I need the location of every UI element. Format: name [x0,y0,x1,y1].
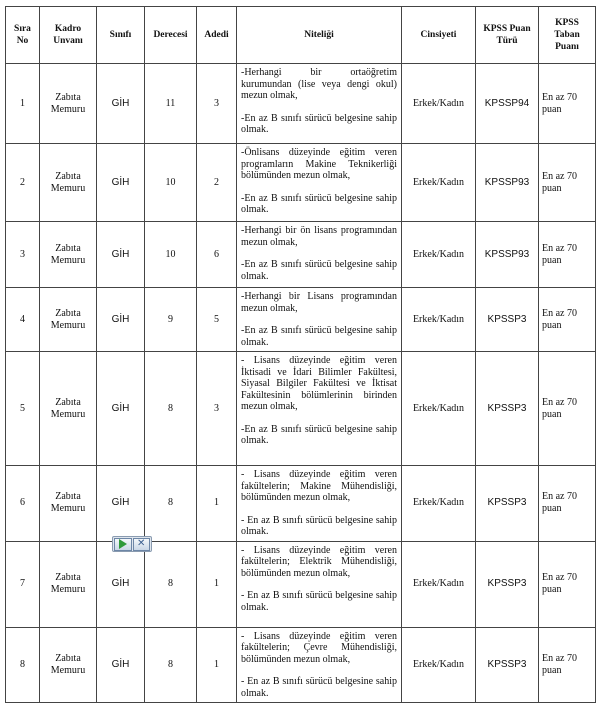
cell-cinsiyeti: Erkek/Kadın [402,222,476,288]
cell-adedi: 1 [197,541,237,627]
cell-niteligi [237,541,402,627]
nitelik-license: - En az B sınıfı sürücü belgesine sahip olmak. [241,676,397,699]
paragraph-gap [241,314,397,325]
cell-cinsiyeti: Erkek/Kadın [402,466,476,542]
cell-sinifi: GİH [97,64,145,144]
positions-table [5,6,596,703]
cell-derecesi: 8 [145,466,197,542]
cell-kadro-unvani: Zabıta Memuru [40,144,97,222]
col-header-adedi: Adedi [197,7,237,64]
paragraph-gap [241,413,397,424]
cell-puan-turu: KPSSP3 [476,466,539,542]
nitelik-license: -En az B sınıfı sürücü belgesine sahip olmak. [241,325,397,348]
cell-puan-turu: KPSSP93 [476,222,539,288]
paragraph-gap [241,102,397,113]
cell-kadro-unvani: Zabıta Memuru [40,288,97,352]
table-row [6,627,596,703]
cell-derecesi: 10 [145,222,197,288]
col-header-puan-turu: KPSS Puan Türü [476,7,539,64]
cell-cinsiyeti: Erkek/Kadın [402,352,476,466]
cell-derecesi: 11 [145,64,197,144]
table-row [6,466,596,542]
cell-sinifi: GİH [97,222,145,288]
cell-adedi: 6 [197,222,237,288]
paragraph-gap [241,665,397,676]
table-row [6,352,596,466]
nitelik-license: -En az B sınıfı sürücü belgesine sahip olmak. [241,423,397,446]
paragraph-gap [241,579,397,590]
cell-sinifi: GİH [97,288,145,352]
nitelik-education: - Lisans düzeyinde eğitim veren İktisadi ve İdari Bilimler Fakültesi, Siyasal Bilgiler Fakültesi ve İktisat Fakültesinin bölümlerinin birinden mezun olmak, [241,355,397,412]
paragraph-gap [241,182,397,193]
media-overlay-toolbar[interactable] [112,536,152,552]
cell-niteligi [237,144,402,222]
cell-cinsiyeti: Erkek/Kadın [402,64,476,144]
cell-cinsiyeti: Erkek/Kadın [402,627,476,703]
cell-sinifi: GİH [97,541,145,627]
cell-row-number: 2 [6,144,40,222]
cell-puan-turu: KPSSP3 [476,541,539,627]
cell-sinifi: GİH [97,352,145,466]
cell-row-number: 8 [6,627,40,703]
cell-kadro-unvani: Zabıta Memuru [40,466,97,542]
cell-row-number: 4 [6,288,40,352]
col-header-cinsiyeti: Cinsiyeti [402,7,476,64]
cell-puan-turu: KPSSP3 [476,627,539,703]
table-row [6,64,596,144]
cell-puan-turu: KPSSP3 [476,288,539,352]
nitelik-education: -Önlisans düzeyinde eğitim veren programların Makine Teknikerliği bölümünden mezun olmak, [241,147,397,181]
nitelik-education: -Herhangi bir Lisans programından mezun olmak, [241,291,397,314]
nitelik-education: - Lisans düzeyinde eğitim veren fakültelerin; Makine Mühendisliği, bölümünden mezun olmak, [241,469,397,503]
cell-cinsiyeti: Erkek/Kadın [402,288,476,352]
cell-sinifi: GİH [97,627,145,703]
cell-derecesi: 8 [145,352,197,466]
nitelik-education: - Lisans düzeyinde eğitim veren fakültelerin; Çevre Mühendisliği, bölümünden mezun olmak, [241,630,397,665]
close-button[interactable] [133,538,151,551]
cell-adedi: 3 [197,64,237,144]
cell-kadro-unvani: Zabıta Memuru [40,352,97,466]
table-row [6,541,596,627]
cell-taban-puani: En az 70 puan [539,64,596,144]
cell-taban-puani: En az 70 puan [539,627,596,703]
cell-niteligi [237,466,402,542]
cell-niteligi [237,288,402,352]
paragraph-gap [241,504,397,515]
close-icon: ✕ [137,538,146,549]
cell-row-number: 7 [6,541,40,627]
play-icon [119,539,127,549]
cell-row-number: 1 [6,64,40,144]
cell-adedi: 2 [197,144,237,222]
cell-taban-puani: En az 70 puan [539,352,596,466]
cell-derecesi: 10 [145,144,197,222]
cell-derecesi: 9 [145,288,197,352]
cell-adedi: 5 [197,288,237,352]
cell-kadro-unvani: Zabıta Memuru [40,64,97,144]
cell-row-number: 5 [6,352,40,466]
cell-cinsiyeti: Erkek/Kadın [402,144,476,222]
cell-kadro-unvani: Zabıta Memuru [40,222,97,288]
cell-adedi: 3 [197,352,237,466]
table-row [6,144,596,222]
cell-taban-puani: En az 70 puan [539,144,596,222]
cell-adedi: 1 [197,627,237,703]
col-header-taban-puani: KPSS Taban Puanı [539,7,596,64]
cell-puan-turu: KPSSP94 [476,64,539,144]
col-header-sinifi: Sınıfı [97,7,145,64]
nitelik-license: - En az B sınıfı sürücü belgesine sahip olmak. [241,590,397,613]
cell-taban-puani: En az 70 puan [539,288,596,352]
cell-taban-puani: En az 70 puan [539,222,596,288]
cell-puan-turu: KPSSP93 [476,144,539,222]
nitelik-education: - Lisans düzeyinde eğitim veren fakültelerin; Elektrik Mühendisliği, bölümünden mezun olmak, [241,544,397,579]
cell-taban-puani: En az 70 puan [539,466,596,542]
cell-sinifi: GİH [97,144,145,222]
cell-niteligi [237,64,402,144]
table-row [6,222,596,288]
cell-sinifi: GİH [97,466,145,542]
col-header-niteligi: Niteliği [237,7,402,64]
cell-adedi: 1 [197,466,237,542]
nitelik-license: - En az B sınıfı sürücü belgesine sahip olmak. [241,514,397,537]
nitelik-license: -En az B sınıfı sürücü belgesine sahip olmak. [241,112,397,135]
nitelik-license: -En az B sınıfı sürücü belgesine sahip olmak. [241,259,397,282]
col-header-sira: Sıra No [6,7,40,64]
cell-derecesi: 8 [145,541,197,627]
cell-niteligi [237,627,402,703]
cell-derecesi: 8 [145,627,197,703]
col-header-derecesi: Derecesi [145,7,197,64]
cell-puan-turu: KPSSP3 [476,352,539,466]
cell-niteligi [237,222,402,288]
nitelik-education: -Herhangi bir ortaöğretim kurumundan (lise veya dengi okul) mezun olmak, [241,67,397,101]
header-row [6,7,596,64]
cell-niteligi [237,352,402,466]
nitelik-license: -En az B sınıfı sürücü belgesine sahip olmak. [241,192,397,215]
cell-taban-puani: En az 70 puan [539,541,596,627]
nitelik-education: -Herhangi bir ön lisans programından mezun olmak, [241,225,397,248]
table-row [6,288,596,352]
col-header-kadro: Kadro Unvanı [40,7,97,64]
play-button[interactable] [114,538,132,551]
cell-row-number: 6 [6,466,40,542]
cell-cinsiyeti: Erkek/Kadın [402,541,476,627]
paragraph-gap [241,248,397,259]
cell-kadro-unvani: Zabıta Memuru [40,627,97,703]
cell-kadro-unvani: Zabıta Memuru [40,541,97,627]
cell-row-number: 3 [6,222,40,288]
document-page [5,6,595,703]
